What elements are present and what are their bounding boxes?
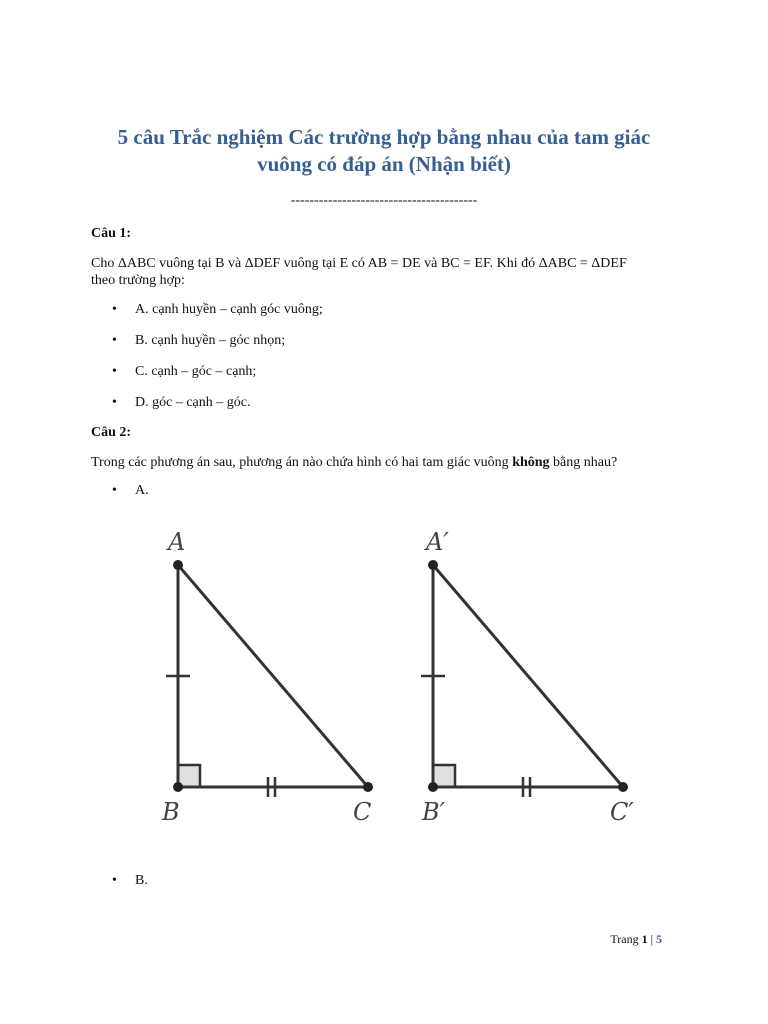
option-label: B. cạnh huyền – góc nhọn; xyxy=(135,333,286,348)
footer-prefix: Trang xyxy=(610,932,642,946)
title-line-2: vuông có đáp án (Nhận biết) xyxy=(257,152,511,176)
label-c-prime: C′ xyxy=(610,798,634,826)
question-2-heading: Câu 2: xyxy=(91,425,132,440)
label-a-prime: A′ xyxy=(426,528,449,556)
vertex-c xyxy=(363,782,373,792)
bullet-icon: • xyxy=(112,483,117,498)
option-label: A. cạnh huyền – cạnh góc vuông; xyxy=(135,302,323,317)
bullet-icon: • xyxy=(112,873,117,888)
title-line-1: 5 câu Trắc nghiệm Các trường hợp bằng nhau của tam giác xyxy=(117,125,651,149)
triangle-a-b-c-prime xyxy=(421,565,623,797)
side-a-c-prime xyxy=(433,565,623,787)
question-2-text xyxy=(91,454,681,471)
label-b-prime: B′ xyxy=(422,798,446,826)
triangle-abc xyxy=(166,565,368,797)
bullet-icon: • xyxy=(112,302,117,317)
bullet-icon: • xyxy=(112,333,117,348)
question-2-text-bold: không xyxy=(512,455,550,470)
label-a: A xyxy=(168,528,186,556)
option-label: B. xyxy=(135,873,148,888)
page-footer xyxy=(560,932,662,947)
question-2-option-a xyxy=(112,483,149,499)
page-number: 1 xyxy=(641,932,648,946)
label-b: B xyxy=(162,798,180,826)
page-total: 5 xyxy=(656,932,662,946)
question-1-option-d xyxy=(112,395,250,411)
question-1-text-line-1: Cho ΔABC vuông tại B và ΔDEF vuông tại E có AB = DE và BC = EF. Khi đó ΔABC = ΔDEF xyxy=(91,256,627,271)
question-1-text-line-2: theo trường hợp: xyxy=(91,273,185,288)
question-1-text xyxy=(91,255,681,289)
question-2-text-start: Trong các phương án sau, phương án nào chứa hình có hai tam giác vuông xyxy=(91,455,513,470)
footer-separator: | xyxy=(647,932,656,946)
triangles-figure xyxy=(150,520,640,830)
option-label: A. xyxy=(135,483,149,498)
question-2-text-end: bằng nhau? xyxy=(549,455,618,470)
separator: ---------------------------------------- xyxy=(290,193,478,208)
question-1-option-b xyxy=(112,333,285,349)
bullet-icon: • xyxy=(112,364,117,379)
vertex-c-prime xyxy=(618,782,628,792)
question-1-heading: Câu 1: xyxy=(91,226,132,241)
question-1-option-a xyxy=(112,302,323,318)
vertex-b-prime xyxy=(428,782,438,792)
label-c: C xyxy=(353,798,372,826)
option-label: C. cạnh – góc – cạnh; xyxy=(135,364,257,379)
bullet-icon: • xyxy=(112,395,117,410)
vertex-a xyxy=(173,560,183,570)
question-2-option-b xyxy=(112,873,148,889)
option-label: D. góc – cạnh – góc. xyxy=(135,395,251,410)
vertex-a-prime xyxy=(428,560,438,570)
page-title xyxy=(60,124,708,178)
vertex-b xyxy=(173,782,183,792)
question-1-option-c xyxy=(112,364,256,380)
side-ac xyxy=(178,565,368,787)
